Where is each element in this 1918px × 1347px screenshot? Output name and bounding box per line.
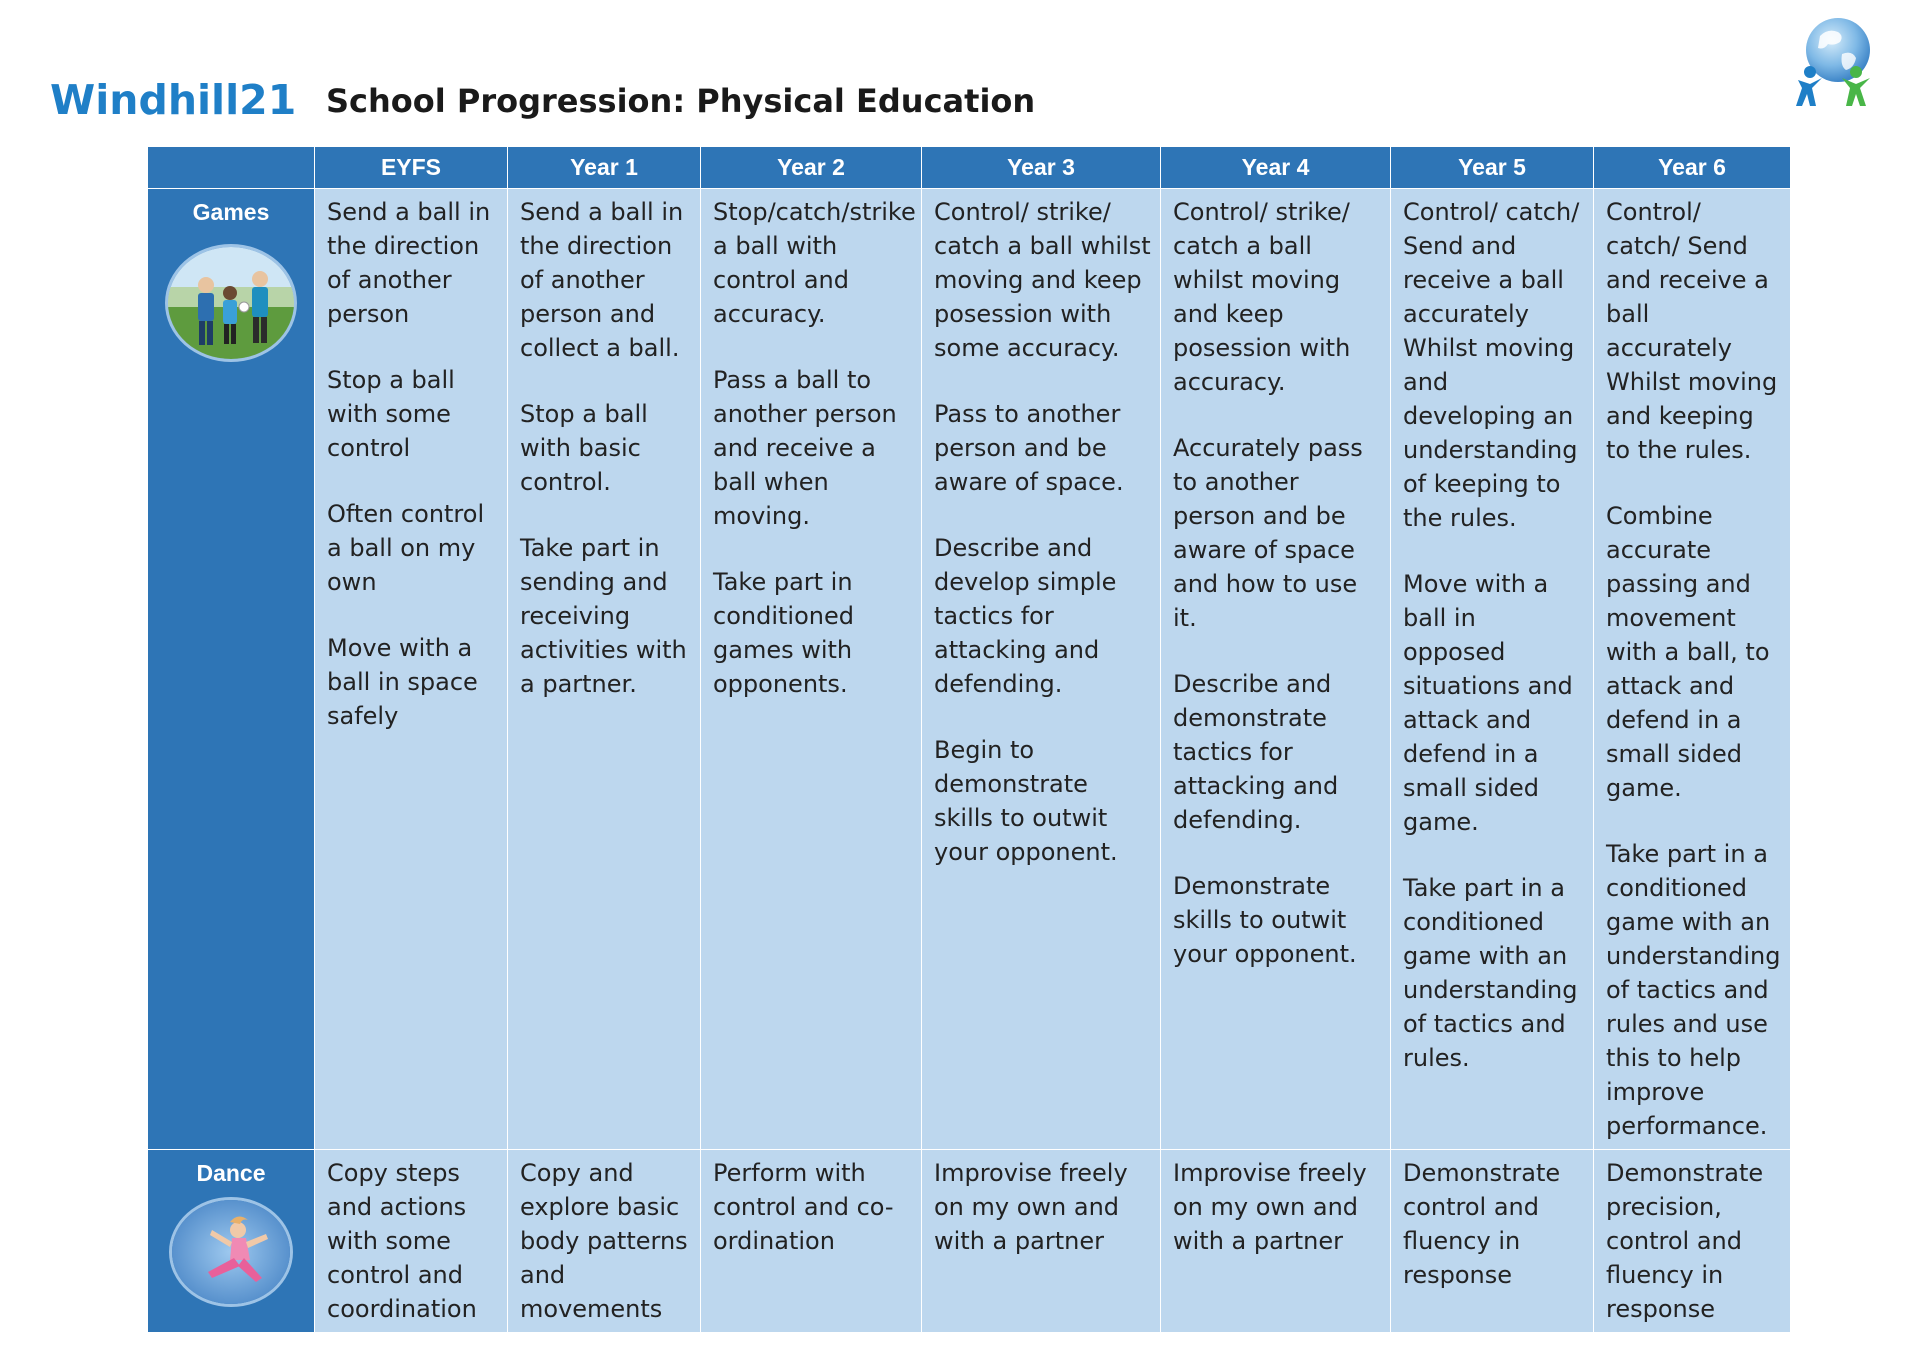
dance-eyfs-cell (315, 1150, 508, 1333)
row-label-games: Games (192, 199, 270, 225)
cell-paragraph: Often control a ball on my own (327, 500, 485, 596)
cell-paragraph: Take part in a conditioned game with an understanding of tactics and rules and use this to help improve performance. (1606, 840, 1781, 1140)
cell-paragraph: Move with a ball in space safely (327, 634, 478, 730)
cell-paragraph: Stop/catch/strike a ball with control and accuracy. (713, 198, 916, 328)
column-header-year-2: Year 2 (701, 147, 922, 189)
dance-year-6-cell (1594, 1150, 1791, 1333)
column-header-year-6: Year 6 (1594, 147, 1791, 189)
column-header-year-1: Year 1 (508, 147, 701, 189)
cell-paragraph: Pass to another person and be aware of space. (934, 400, 1124, 496)
games-eyfs-cell (315, 189, 508, 1150)
dance-year-1-cell (508, 1150, 701, 1333)
cell-paragraph: Send a ball in the direction of another person and collect a ball. (520, 198, 684, 362)
games-year-3-cell (922, 189, 1161, 1150)
cell-paragraph: Stop a ball with basic control. (520, 400, 648, 496)
cell-paragraph: Control/ strike/ catch a ball whilst moving and keep posession with some accuracy. (934, 198, 1151, 362)
cell-paragraph: Copy and explore basic body patterns and movements (520, 1159, 688, 1323)
corner-header (148, 147, 315, 189)
cell-paragraph: Take part in sending and receiving activities with a partner. (520, 534, 687, 698)
cell-paragraph: Demonstrate precision, control and fluency in response (1606, 1159, 1764, 1323)
cell-paragraph: Demonstrate control and fluency in response (1403, 1159, 1561, 1289)
games-year-2-cell (701, 189, 922, 1150)
games-year-6-cell (1594, 189, 1791, 1150)
cell-paragraph: Control/ strike/ catch a ball whilst moving and keep posession with accuracy. (1173, 198, 1351, 396)
cell-paragraph: Demonstrate skills to outwit your opponent. (1173, 872, 1357, 968)
column-header-year-5: Year 5 (1391, 147, 1594, 189)
cell-paragraph: Stop a ball with some control (327, 366, 455, 462)
dance-year-4-cell (1161, 1150, 1391, 1333)
cell-paragraph: Improvise freely on my own and with a partner (934, 1159, 1128, 1255)
girl-dancing-photo (169, 1197, 293, 1307)
cell-paragraph: Send a ball in the direction of another person (327, 198, 491, 328)
cell-paragraph: Copy steps and actions with some control and coordination (327, 1159, 477, 1323)
table-row-games (148, 189, 1791, 1150)
games-year-4-cell (1161, 189, 1391, 1150)
cell-paragraph: Take part in a conditioned game with an understanding of tactics and rules. (1403, 874, 1578, 1072)
brand-name: Windhill21 (50, 76, 297, 124)
children-playing-ball-photo (165, 244, 297, 362)
table-row-dance (148, 1150, 1791, 1333)
column-header-year-4: Year 4 (1161, 147, 1391, 189)
cell-paragraph: Begin to demonstrate skills to outwit your opponent. (934, 736, 1118, 866)
row-label-dance: Dance (196, 1160, 266, 1186)
document-title: School Progression: Physical Education (326, 82, 1036, 120)
cell-paragraph: Accurately pass to another person and be aware of space and how to use it. (1173, 434, 1363, 632)
cell-paragraph: Combine accurate passing and movement with a ball, to attack and defend in a small sided game. (1606, 502, 1770, 802)
cell-paragraph: Control/ catch/ Send and receive a ball accurately Whilst moving and keeping to the rules. (1606, 198, 1778, 464)
cell-paragraph: Improvise freely on my own and with a partner (1173, 1159, 1367, 1255)
globe-children-logo-icon (1790, 14, 1880, 114)
progression-table (147, 146, 1791, 1333)
dance-year-3-cell (922, 1150, 1161, 1333)
column-header-year-3: Year 3 (922, 147, 1161, 189)
games-year-5-cell (1391, 189, 1594, 1150)
cell-paragraph: Move with a ball in opposed situations and attack and defend in a small sided game. (1403, 570, 1573, 836)
games-year-1-cell (508, 189, 701, 1150)
cell-paragraph: Describe and demonstrate tactics for attacking and defending. (1173, 670, 1339, 834)
table-header-row (148, 147, 1791, 189)
cell-paragraph: Take part in conditioned games with opponents. (713, 568, 854, 698)
row-header-dance (148, 1150, 315, 1333)
row-header-games (148, 189, 315, 1150)
dance-year-2-cell (701, 1150, 922, 1333)
cell-paragraph: Pass a ball to another person and receive a ball when moving. (713, 366, 897, 530)
cell-paragraph: Perform with control and co-ordination (713, 1159, 894, 1255)
cell-paragraph: Describe and develop simple tactics for attacking and defending. (934, 534, 1117, 698)
cell-paragraph: Control/ catch/ Send and receive a ball accurately Whilst moving and developing an understanding of keeping to the rules. (1403, 198, 1580, 532)
column-header-eyfs: EYFS (315, 147, 508, 189)
dance-year-5-cell (1391, 1150, 1594, 1333)
